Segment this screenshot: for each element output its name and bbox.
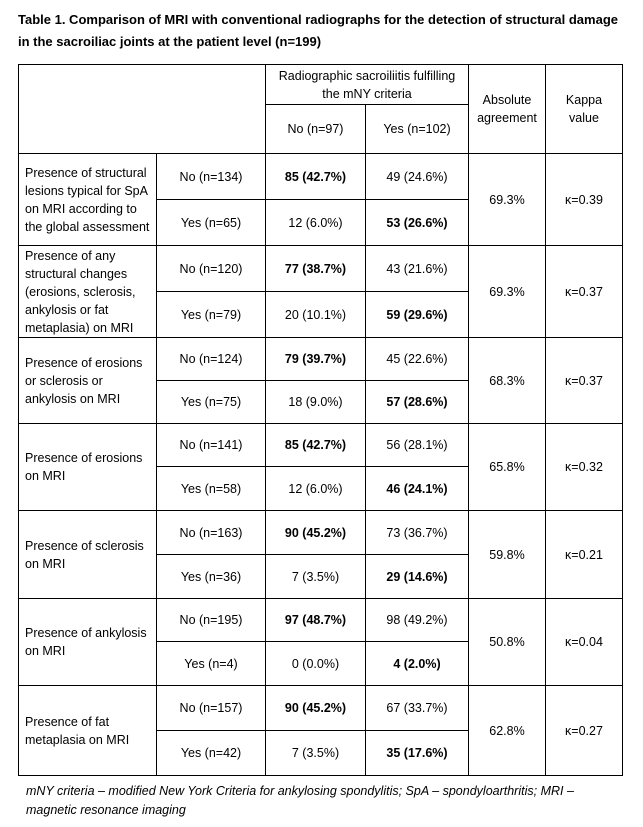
footnote: mNY criteria – modified New York Criteria for ankylosing spondylitis; SpA – spondyloarthritis; MRI – magnetic resonance imaging bbox=[26, 784, 574, 817]
row-label: Presence of erosions on MRI bbox=[19, 424, 157, 511]
mri-no-label: No (n=124) bbox=[157, 338, 266, 381]
cell-mri-no-rad-yes: 73 (36.7%) bbox=[366, 511, 469, 555]
cell-mri-yes-rad-yes: 46 (24.1%) bbox=[366, 467, 469, 511]
kappa-value: κ=0.37 bbox=[546, 338, 623, 424]
cell-mri-yes-rad-no: 12 (6.0%) bbox=[266, 467, 366, 511]
mri-yes-label: Yes (n=36) bbox=[157, 555, 266, 599]
table-row bbox=[19, 246, 623, 292]
mri-no-label: No (n=195) bbox=[157, 599, 266, 642]
cell-mri-yes-rad-yes: 29 (14.6%) bbox=[366, 555, 469, 599]
kappa-value: κ=0.04 bbox=[546, 599, 623, 686]
cell-mri-yes-rad-no: 7 (3.5%) bbox=[266, 555, 366, 599]
cell-mri-no-rad-no: 77 (38.7%) bbox=[266, 246, 366, 292]
cell-mri-no-rad-no: 85 (42.7%) bbox=[266, 154, 366, 200]
absolute-agreement: 50.8% bbox=[469, 599, 546, 686]
mri-yes-label: Yes (n=75) bbox=[157, 381, 266, 424]
header-absolute-agreement: Absolute agreement bbox=[469, 65, 546, 154]
mri-no-label: No (n=141) bbox=[157, 424, 266, 467]
absolute-agreement: 69.3% bbox=[469, 246, 546, 338]
cell-mri-no-rad-yes: 56 (28.1%) bbox=[366, 424, 469, 467]
empty-corner-cell bbox=[19, 65, 266, 154]
mri-no-label: No (n=157) bbox=[157, 686, 266, 731]
kappa-value: κ=0.39 bbox=[546, 154, 623, 246]
cell-mri-yes-rad-no: 12 (6.0%) bbox=[266, 200, 366, 246]
cell-mri-no-rad-no: 90 (45.2%) bbox=[266, 686, 366, 731]
cell-mri-no-rad-yes: 98 (49.2%) bbox=[366, 599, 469, 642]
cell-mri-no-rad-no: 90 (45.2%) bbox=[266, 511, 366, 555]
mri-yes-label: Yes (n=42) bbox=[157, 731, 266, 776]
cell-mri-no-rad-no: 97 (48.7%) bbox=[266, 599, 366, 642]
table-row bbox=[19, 599, 623, 642]
absolute-agreement: 65.8% bbox=[469, 424, 546, 511]
cell-mri-yes-rad-no: 7 (3.5%) bbox=[266, 731, 366, 776]
table-title: Table 1. Comparison of MRI with conventional radiographs for the detection of structural damage in the sacroiliac joints at the patient level (n=199) bbox=[18, 12, 618, 49]
mri-yes-label: Yes (n=58) bbox=[157, 467, 266, 511]
cell-mri-yes-rad-no: 0 (0.0%) bbox=[266, 642, 366, 686]
mri-yes-label: Yes (n=4) bbox=[157, 642, 266, 686]
comparison-table bbox=[18, 64, 623, 776]
cell-mri-yes-rad-yes: 35 (17.6%) bbox=[366, 731, 469, 776]
cell-mri-yes-rad-yes: 4 (2.0%) bbox=[366, 642, 469, 686]
mri-yes-label: Yes (n=65) bbox=[157, 200, 266, 246]
table-row bbox=[19, 511, 623, 555]
kappa-value: κ=0.21 bbox=[546, 511, 623, 599]
header-kappa-value: Kappa value bbox=[546, 65, 623, 154]
absolute-agreement: 62.8% bbox=[469, 686, 546, 776]
header-yes: Yes (n=102) bbox=[366, 105, 469, 154]
cell-mri-yes-rad-yes: 57 (28.6%) bbox=[366, 381, 469, 424]
absolute-agreement: 69.3% bbox=[469, 154, 546, 246]
cell-mri-yes-rad-no: 18 (9.0%) bbox=[266, 381, 366, 424]
header-no: No (n=97) bbox=[266, 105, 366, 154]
table-row bbox=[19, 154, 623, 200]
cell-mri-yes-rad-yes: 53 (26.6%) bbox=[366, 200, 469, 246]
header-radiographic-group: Radiographic sacroiliitis fulfilling the mNY criteria bbox=[266, 65, 469, 105]
kappa-value: κ=0.27 bbox=[546, 686, 623, 776]
mri-no-label: No (n=120) bbox=[157, 246, 266, 292]
absolute-agreement: 68.3% bbox=[469, 338, 546, 424]
row-label: Presence of sclerosis on MRI bbox=[19, 511, 157, 599]
row-label: Presence of erosions or sclerosis or ankylosis on MRI bbox=[19, 338, 157, 424]
cell-mri-no-rad-yes: 67 (33.7%) bbox=[366, 686, 469, 731]
table-row bbox=[19, 338, 623, 381]
kappa-value: κ=0.32 bbox=[546, 424, 623, 511]
table-row bbox=[19, 424, 623, 467]
cell-mri-no-rad-yes: 45 (22.6%) bbox=[366, 338, 469, 381]
mri-yes-label: Yes (n=79) bbox=[157, 292, 266, 338]
row-label: Presence of ankylosis on MRI bbox=[19, 599, 157, 686]
cell-mri-no-rad-no: 79 (39.7%) bbox=[266, 338, 366, 381]
absolute-agreement: 59.8% bbox=[469, 511, 546, 599]
cell-mri-no-rad-yes: 43 (21.6%) bbox=[366, 246, 469, 292]
row-label: Presence of structural lesions typical for SpA on MRI according to the global assessment bbox=[19, 154, 157, 246]
table-row bbox=[19, 686, 623, 731]
row-label: Presence of fat metaplasia on MRI bbox=[19, 686, 157, 776]
kappa-value: κ=0.37 bbox=[546, 246, 623, 338]
mri-no-label: No (n=134) bbox=[157, 154, 266, 200]
cell-mri-no-rad-no: 85 (42.7%) bbox=[266, 424, 366, 467]
row-label: Presence of any structural changes (erosions, sclerosis, ankylosis or fat metaplasia) on MRI bbox=[19, 246, 157, 338]
cell-mri-yes-rad-no: 20 (10.1%) bbox=[266, 292, 366, 338]
cell-mri-no-rad-yes: 49 (24.6%) bbox=[366, 154, 469, 200]
cell-mri-yes-rad-yes: 59 (29.6%) bbox=[366, 292, 469, 338]
mri-no-label: No (n=163) bbox=[157, 511, 266, 555]
